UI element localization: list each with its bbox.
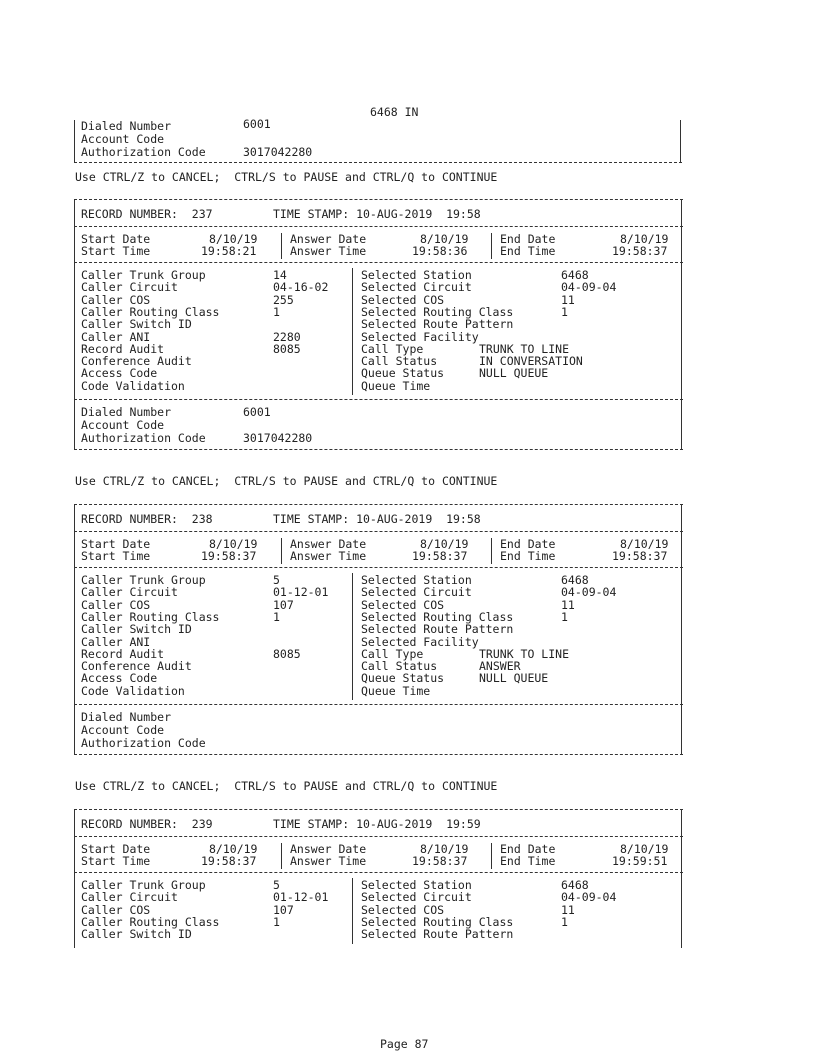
- start-date-value: 8/10/19: [209, 537, 258, 551]
- separator: [491, 538, 492, 564]
- selected-field-value: 1: [561, 304, 568, 319]
- record-number: RECORD NUMBER: 237: [81, 207, 213, 221]
- divider: [74, 226, 683, 227]
- selected-field-label: Selected Route Pattern: [361, 622, 514, 637]
- selected-field-label: Selected Facility: [361, 634, 479, 649]
- selected-field-label: Queue Status: [361, 366, 445, 381]
- selected-field-label: Selected COS: [361, 597, 445, 612]
- selected-field-label: Selected Station: [361, 573, 472, 587]
- selected-field-value: IN CONVERSATION: [479, 354, 583, 369]
- account-code-label: Account Code: [81, 132, 165, 146]
- selected-field-label: Call Status: [361, 354, 438, 369]
- right-border: [681, 809, 682, 948]
- divider: [74, 262, 683, 263]
- time-stamp: TIME STAMP: 10-AUG-2019 19:58: [273, 207, 481, 221]
- caller-field-label: Caller Routing Class: [81, 304, 220, 319]
- authorization-code-value: 3017042280: [243, 145, 313, 159]
- selected-field-value: NULL QUEUE: [479, 366, 549, 381]
- caller-field-value: 01-12-01: [273, 890, 329, 905]
- selected-field-value: 1: [561, 609, 568, 624]
- selected-field-label: Selected Routing Class: [361, 914, 514, 929]
- selected-field-label: Selected Routing Class: [361, 304, 514, 319]
- answer-date-label: Answer Date: [290, 537, 367, 551]
- caller-field-label: Code Validation: [81, 378, 185, 393]
- caller-field-value: 1: [273, 304, 280, 319]
- selected-field-label: Selected Station: [361, 268, 472, 282]
- time-stamp: TIME STAMP: 10-AUG-2019 19:59: [273, 817, 481, 831]
- bottom-field-label: Authorization Code: [81, 431, 206, 445]
- selected-field-label: Selected COS: [361, 292, 445, 307]
- divider: [74, 449, 683, 450]
- caller-field-value: 5: [273, 573, 280, 587]
- caller-field-label: Record Audit: [81, 646, 165, 661]
- end-date-label: End Date: [500, 232, 556, 246]
- bottom-field-label: Dialed Number: [81, 710, 172, 724]
- bottom-field-label: Authorization Code: [81, 736, 206, 750]
- caller-field-label: Caller Routing Class: [81, 914, 220, 929]
- left-border: [74, 809, 75, 948]
- divider: [74, 872, 683, 873]
- dialed-number-label: Dialed Number: [81, 119, 172, 133]
- page-header: 6468 IN: [370, 105, 419, 119]
- end-time-label: End Time: [500, 244, 556, 258]
- caller-field-label: Caller Switch ID: [81, 317, 192, 332]
- start-date-label: Start Date: [81, 537, 151, 551]
- caller-field-label: Caller ANI: [81, 329, 151, 344]
- caller-field-value: 255: [273, 292, 294, 307]
- selected-field-value: 6468: [561, 268, 589, 282]
- bottom-field-value: 3017042280: [243, 431, 313, 445]
- continue-prompt: Use CTRL/Z to CANCEL; CTRL/S to PAUSE and CTRL/Q to CONTINUE: [75, 474, 498, 488]
- selected-field-label: Selected Route Pattern: [361, 927, 514, 942]
- selected-field-value: 1: [561, 914, 568, 929]
- caller-field-label: Conference Audit: [81, 659, 192, 674]
- page-number: Page 87: [380, 1037, 429, 1051]
- separator: [491, 843, 492, 869]
- end-time-value: 19:58:37: [612, 549, 668, 563]
- answer-time-label: Answer Time: [290, 854, 367, 868]
- answer-time-label: Answer Time: [290, 244, 367, 258]
- answer-date-value: 8/10/19: [420, 842, 469, 856]
- caller-field-label: Caller COS: [81, 597, 151, 612]
- caller-field-label: Access Code: [81, 671, 158, 686]
- selected-field-value: 6468: [561, 573, 589, 587]
- dialed-number-value: 6001: [243, 117, 271, 131]
- answer-date-label: Answer Date: [290, 842, 367, 856]
- start-time-value: 19:58:37: [201, 854, 257, 868]
- selected-field-value: NULL QUEUE: [479, 671, 549, 686]
- end-time-value: 19:59:51: [612, 854, 668, 868]
- selected-field-label: Queue Time: [361, 378, 431, 393]
- caller-field-label: Caller Trunk Group: [81, 573, 206, 587]
- end-date-label: End Date: [500, 842, 556, 856]
- caller-field-label: Caller ANI: [81, 634, 151, 649]
- selected-field-value: 11: [561, 597, 575, 612]
- record-number: RECORD NUMBER: 238: [81, 512, 213, 526]
- start-date-label: Start Date: [81, 232, 151, 246]
- selected-field-label: Selected COS: [361, 902, 445, 917]
- selected-field-label: Selected Routing Class: [361, 609, 514, 624]
- divider: [74, 504, 683, 505]
- separator: [352, 573, 353, 700]
- divider: [74, 809, 683, 810]
- separator: [491, 233, 492, 259]
- divider: [74, 162, 682, 163]
- caller-field-label: Caller Trunk Group: [81, 878, 206, 892]
- caller-field-value: 14: [273, 268, 287, 282]
- caller-field-label: Code Validation: [81, 683, 185, 698]
- authorization-code-label: Authorization Code: [81, 145, 206, 159]
- caller-field-value: 8085: [273, 646, 301, 661]
- selected-field-label: Selected Circuit: [361, 890, 472, 905]
- caller-field-value: 5: [273, 878, 280, 892]
- left-border: [74, 504, 75, 754]
- bottom-field-label: Account Code: [81, 723, 165, 737]
- start-time-label: Start Time: [81, 854, 151, 868]
- caller-field-value: 8085: [273, 341, 301, 356]
- caller-field-value: 1: [273, 609, 280, 624]
- start-time-label: Start Time: [81, 549, 151, 563]
- selected-field-value: TRUNK TO LINE: [479, 341, 570, 356]
- answer-time-label: Answer Time: [290, 549, 367, 563]
- divider: [74, 704, 683, 705]
- start-date-value: 8/10/19: [209, 842, 258, 856]
- separator: [352, 268, 353, 395]
- answer-time-value: 19:58:37: [412, 854, 468, 868]
- bottom-field-value: 6001: [243, 405, 271, 419]
- caller-field-label: Caller Switch ID: [81, 622, 192, 637]
- selected-field-label: Queue Time: [361, 683, 431, 698]
- caller-field-label: Caller Trunk Group: [81, 268, 206, 282]
- divider: [74, 531, 683, 532]
- divider: [74, 567, 683, 568]
- selected-field-label: Selected Circuit: [361, 585, 472, 600]
- selected-field-value: ANSWER: [479, 659, 521, 674]
- caller-field-label: Conference Audit: [81, 354, 192, 369]
- caller-field-label: Caller Switch ID: [81, 927, 192, 942]
- caller-field-value: 01-12-01: [273, 585, 329, 600]
- selected-field-value: 04-09-04: [561, 280, 617, 295]
- end-time-label: End Time: [500, 854, 556, 868]
- end-time-label: End Time: [500, 549, 556, 563]
- divider: [74, 399, 683, 400]
- start-date-value: 8/10/19: [209, 232, 258, 246]
- selected-field-label: Selected Facility: [361, 329, 479, 344]
- divider: [74, 199, 683, 200]
- selected-field-label: Call Type: [361, 341, 424, 356]
- caller-field-label: Access Code: [81, 366, 158, 381]
- selected-field-label: Selected Route Pattern: [361, 317, 514, 332]
- caller-field-label: Caller Circuit: [81, 280, 178, 295]
- answer-time-value: 19:58:36: [412, 244, 468, 258]
- answer-time-value: 19:58:37: [412, 549, 468, 563]
- selected-field-value: TRUNK TO LINE: [479, 646, 570, 661]
- answer-date-value: 8/10/19: [420, 232, 469, 246]
- selected-field-label: Selected Circuit: [361, 280, 472, 295]
- divider: [74, 836, 683, 837]
- answer-date-value: 8/10/19: [420, 537, 469, 551]
- continue-prompt: Use CTRL/Z to CANCEL; CTRL/S to PAUSE and CTRL/Q to CONTINUE: [75, 170, 498, 184]
- right-border: [681, 199, 682, 449]
- end-date-value: 8/10/19: [620, 842, 669, 856]
- selected-field-label: Call Type: [361, 646, 424, 661]
- end-time-value: 19:58:37: [612, 244, 668, 258]
- continue-prompt: Use CTRL/Z to CANCEL; CTRL/S to PAUSE and CTRL/Q to CONTINUE: [75, 779, 498, 793]
- start-time-value: 19:58:37: [201, 549, 257, 563]
- caller-field-value: 107: [273, 597, 294, 612]
- caller-field-label: Caller Routing Class: [81, 609, 220, 624]
- selected-field-value: 11: [561, 292, 575, 307]
- separator: [281, 843, 282, 869]
- left-border: [74, 199, 75, 449]
- end-date-label: End Date: [500, 537, 556, 551]
- selected-field-label: Selected Station: [361, 878, 472, 892]
- divider: [74, 754, 683, 755]
- caller-field-label: Record Audit: [81, 341, 165, 356]
- caller-field-label: Caller COS: [81, 292, 151, 307]
- separator: [281, 538, 282, 564]
- selected-field-label: Queue Status: [361, 671, 445, 686]
- left-border: [74, 120, 75, 162]
- end-date-value: 8/10/19: [620, 232, 669, 246]
- record-number: RECORD NUMBER: 239: [81, 817, 213, 831]
- separator: [281, 233, 282, 259]
- bottom-field-label: Account Code: [81, 418, 165, 432]
- start-time-value: 19:58:21: [201, 244, 257, 258]
- caller-field-value: 107: [273, 902, 294, 917]
- caller-field-label: Caller Circuit: [81, 585, 178, 600]
- selected-field-label: Call Status: [361, 659, 438, 674]
- selected-field-value: 04-09-04: [561, 585, 617, 600]
- end-date-value: 8/10/19: [620, 537, 669, 551]
- separator: [352, 878, 353, 944]
- caller-field-value: 2280: [273, 329, 301, 344]
- right-border: [680, 120, 681, 162]
- selected-field-value: 04-09-04: [561, 890, 617, 905]
- right-border: [681, 504, 682, 754]
- bottom-field-label: Dialed Number: [81, 405, 172, 419]
- caller-field-label: Caller COS: [81, 902, 151, 917]
- caller-field-value: 1: [273, 914, 280, 929]
- start-date-label: Start Date: [81, 842, 151, 856]
- selected-field-value: 6468: [561, 878, 589, 892]
- answer-date-label: Answer Date: [290, 232, 367, 246]
- selected-field-value: 11: [561, 902, 575, 917]
- caller-field-value: 04-16-02: [273, 280, 329, 295]
- caller-field-label: Caller Circuit: [81, 890, 178, 905]
- start-time-label: Start Time: [81, 244, 151, 258]
- time-stamp: TIME STAMP: 10-AUG-2019 19:58: [273, 512, 481, 526]
